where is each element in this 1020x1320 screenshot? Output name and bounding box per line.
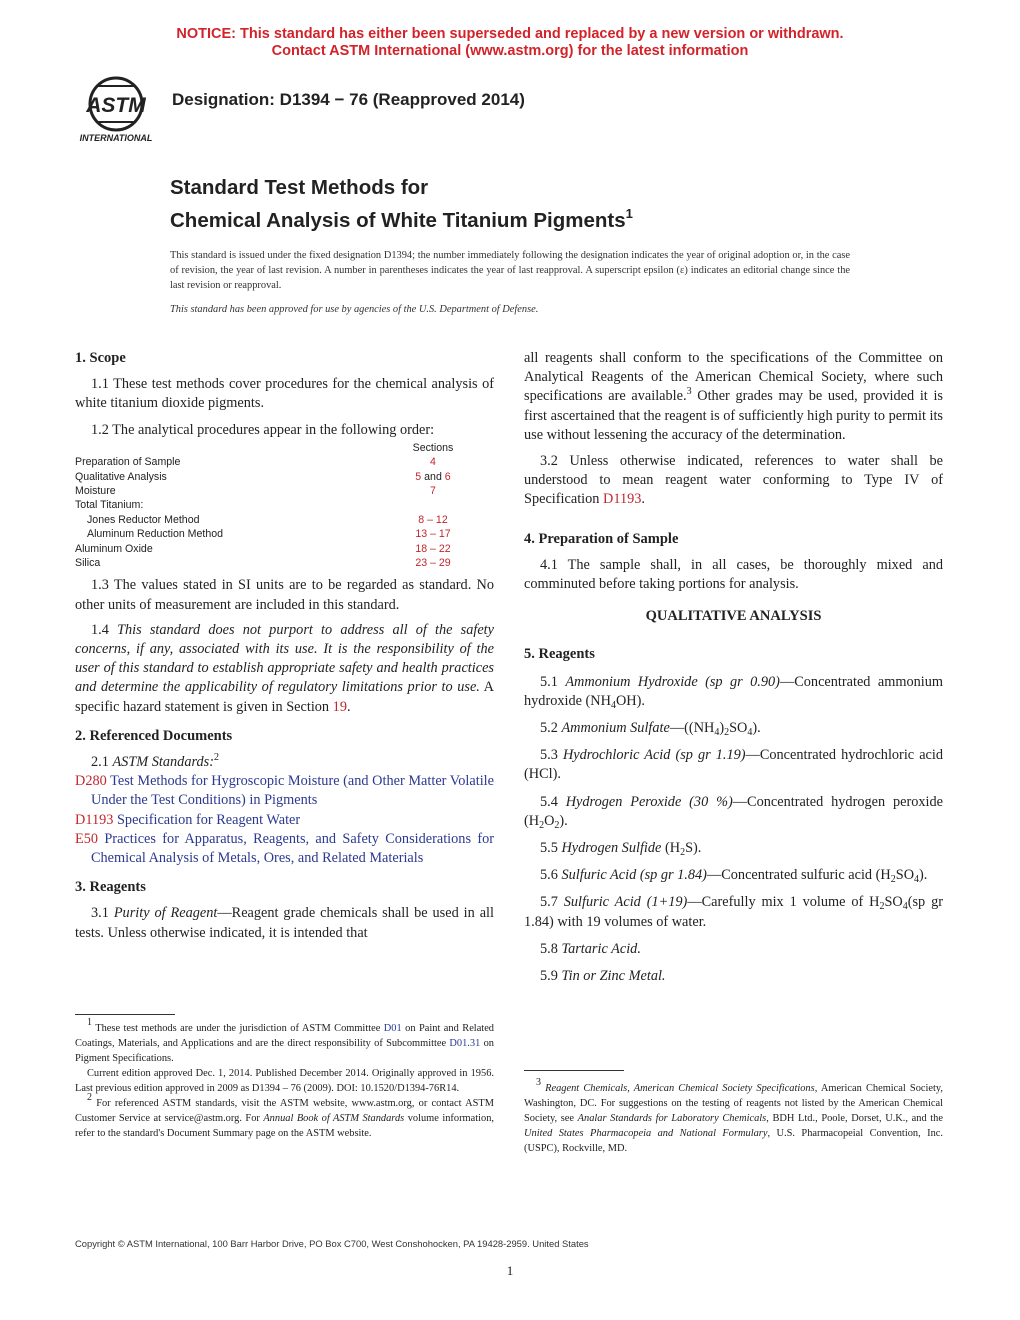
footnotes-right [524,1077,944,1156]
title-line-1: Standard Test Methods for [170,176,429,199]
para-5-8: 5.8 Tartaric Acid. [540,940,641,957]
para-5-4: 5.4 Hydrogen Peroxide (30 %)—Concentrated hydrogen peroxide $(H_2O_2)$. [524,793,943,831]
footnote-2: $^2$ For referenced ASTM standards, visit the ASTM website, www.astm.org, or contact ASTM Customer Service at service@astm.org. For Annual Book of ASTM Standards volume information, refer to the standard's Document Summary page on the ASTM website. [75,1092,494,1139]
para-2-1: 2.1 ASTM Standards:$^2$ [91,751,219,770]
section-1-heading: 1. Scope [75,350,126,366]
table-row: Moisture 7 [75,484,436,497]
footnotes-left [75,1017,494,1141]
page-number: 1 [506,1263,514,1278]
table-row: Jones Reductor Method 8 – 12 [87,513,448,526]
logo-name: INTERNATIONAL [79,133,153,143]
subcommittee-link[interactable]: D01.31 [449,1038,481,1049]
sections-table [75,441,494,571]
ref-item [75,830,494,868]
ref-item [75,811,494,830]
referenced-standards-list [75,772,494,868]
para-5-7: 5.7 Sulfuric Acid (1+19)—Carefully mix 1 volume of $H_2SO_4(sp$ gr 1.84) with 19 volumes of water. [524,894,943,930]
para-5-1: 5.1 Ammonium Hydroxide (sp gr 0.90)—Concentrated ammonium hydroxide $(NH_4OH)$. [524,673,944,711]
table-row: Qualitative Analysis 5 and 6 [75,470,451,483]
section-19-link[interactable]: 19 [332,698,347,715]
logo-letters: ASTM [86,94,146,117]
table-row: Total Titanium: [75,499,144,512]
section-3-heading: 3. Reagents [75,879,146,896]
para-1-2: 1.2 The analytical procedures appear in the following order: [91,421,435,438]
section-4-heading: 4. Preparation of Sample [524,530,679,547]
table-row: Preparation of Sample 4 [75,456,436,469]
table-row: Aluminum Oxide 18 – 22 [75,542,451,555]
committee-link[interactable]: D01 [383,1023,402,1034]
para-1-1: 1.1 These test methods cover procedures for the chemical analysis of white titanium dioxide pigments. [75,376,494,412]
ref-item [75,772,494,810]
section-2-heading: 2. Referenced Documents [75,727,233,744]
para-3-1-cont: all reagents shall conform to the specifications of the Committee on Analytical Reagents of the American Chemical Society, where such specifications are available.$^3$ Other grades may be used, provided it is first ascertained that the reagent is of sufficiently high purity to permit its use without lessening the accuracy of the determination. [524,350,944,443]
footnote-rule-right [524,1070,624,1071]
ref-title-link[interactable]: Specification for Reagent Water [116,811,301,828]
copyright-line: Copyright © ASTM International, 100 Barr Harbor Drive, PO Box C700, West Conshohocken, PA 19428-2959. United States [75,1238,589,1249]
astm-logo [74,72,164,148]
notice-line-1: NOTICE: This standard has either been superseded and replaced by a new version or withdrawn. [176,26,844,42]
ref-title-link[interactable]: Test Methods for Hygroscopic Moisture (and Other Matter Volatile Under the Test Conditions) in Pigments [91,773,494,809]
footnote-1-edition: Current edition approved Dec. 1, 2014. Published December 2014. Originally approved in 1956. Last previous edition approved in 2009 as D1394 – 76 (2009). DOI: 10.1520/D1394-76R14. [75,1068,494,1094]
para-3-1: 3.1 Purity of Reagent—Reagent grade chemicals shall be used in all tests. Unless otherwise indicated, it is intended that [75,905,494,941]
ref-code-link[interactable]: D280 [75,773,107,790]
para-3-2: 3.2 Unless otherwise indicated, references to water shall be understood to mean reagent water conforming to Type IV of Specification D1193. [524,453,943,508]
para-1-4: 1.4 This standard does not purport to address all of the safety concerns, if any, associated with its use. It is the responsibility of the user of this standard to establish appropriate safety and health practices and determine the applicability of regulatory limitations prior to use. A specific hazard statement is given in Section 19. [75,621,494,715]
footnote-rule-left [75,1014,175,1015]
d1193-link[interactable]: D1193 [603,491,642,508]
astm-logo-mark [74,72,164,148]
para-5-2: 5.2 Ammonium $Sulfate—((NH_4)_2SO_4)$. [540,720,761,739]
para-5-3: 5.3 Hydrochloric Acid (sp gr 1.19)—Concentrated hydrochloric acid (HCl). [524,747,944,783]
para-5-9: 5.9 Tin or Zinc Metal. [540,968,666,985]
withdrawn-notice [0,26,1020,60]
ref-title-link[interactable]: Practices for Apparatus, Reagents, and Safety Considerations for Chemical Analysis of Metals, Ores, and Related Materials [91,830,494,866]
para-1-3: 1.3 The values stated in SI units are to be regarded as standard. No other units of measurement are included in this standard. [75,577,494,613]
table-row: Aluminum Reduction Method 13 – 17 [87,528,451,541]
notice-line-2: Contact ASTM International (www.astm.org) for the latest information [271,43,749,59]
table-row: Silica 23 – 29 [75,556,451,569]
footnote-3: $^3$ Reagent Chemicals, American Chemical Society Specifications, American Chemical Society, Washington, DC. For suggestions on the testing of reagents not listed by the American Chemical Society, see Analar Standards for Laboratory Chemicals, BDH Ltd., Poole, Dorset, U.K., and the United States Pharmacopeia and National Formulary, U.S. Pharmacopeial Convention, Inc. (USPC), Rockville, MD. [524,1077,944,1154]
para-5-6: 5.6 Sulfuric Acid (sp gr 1.84)—Concentrated sulfuric acid $(H_2SO_4)$. [540,867,928,886]
section-5-heading: 5. Reagents [524,646,595,663]
designation: Designation: D1394 − 76 (Reapproved 2014) [172,90,525,109]
table-header: Sections [412,441,454,454]
left-column [75,349,494,943]
document-title [170,175,633,234]
dod-approval-note: This standard has been approved for use by agencies of the U.S. Department of Defense. [170,304,539,315]
ref-code-link[interactable]: E50 [75,830,99,847]
ref-code-link[interactable]: D1193 [75,811,114,828]
title-line-2: Chemical Analysis of White Titanium Pigments$^1$ [170,206,633,232]
para-4-1: 4.1 The sample shall, in all cases, be thoroughly mixed and comminuted before taking portions for analysis. [524,556,943,593]
right-column [524,349,943,986]
para-5-5: 5.5 Hydrogen Sulfide $(H_2S)$. [540,840,702,859]
qualitative-analysis-heading: QUALITATIVE ANALYSIS [645,608,822,625]
footnote-1: $^1$ These test methods are under the jurisdiction of ASTM Committee D01 on Paint and Related Coatings, Materials, and Applications and are the direct responsibility of Subcommittee D01.31 on Pigment Specifications. [75,1017,494,1064]
intro-paragraph: This standard is issued under the fixed designation D1394; the number immediately following the designation indicates the year of original adoption or, in the case of revision, the year of last revision. A number in parentheses indicates the year of last reapproval. A superscript epsilon (ε) indicates an editorial change since the last revision or reapproval. [170,250,850,291]
title-footnote-mark: 1 [625,206,633,221]
